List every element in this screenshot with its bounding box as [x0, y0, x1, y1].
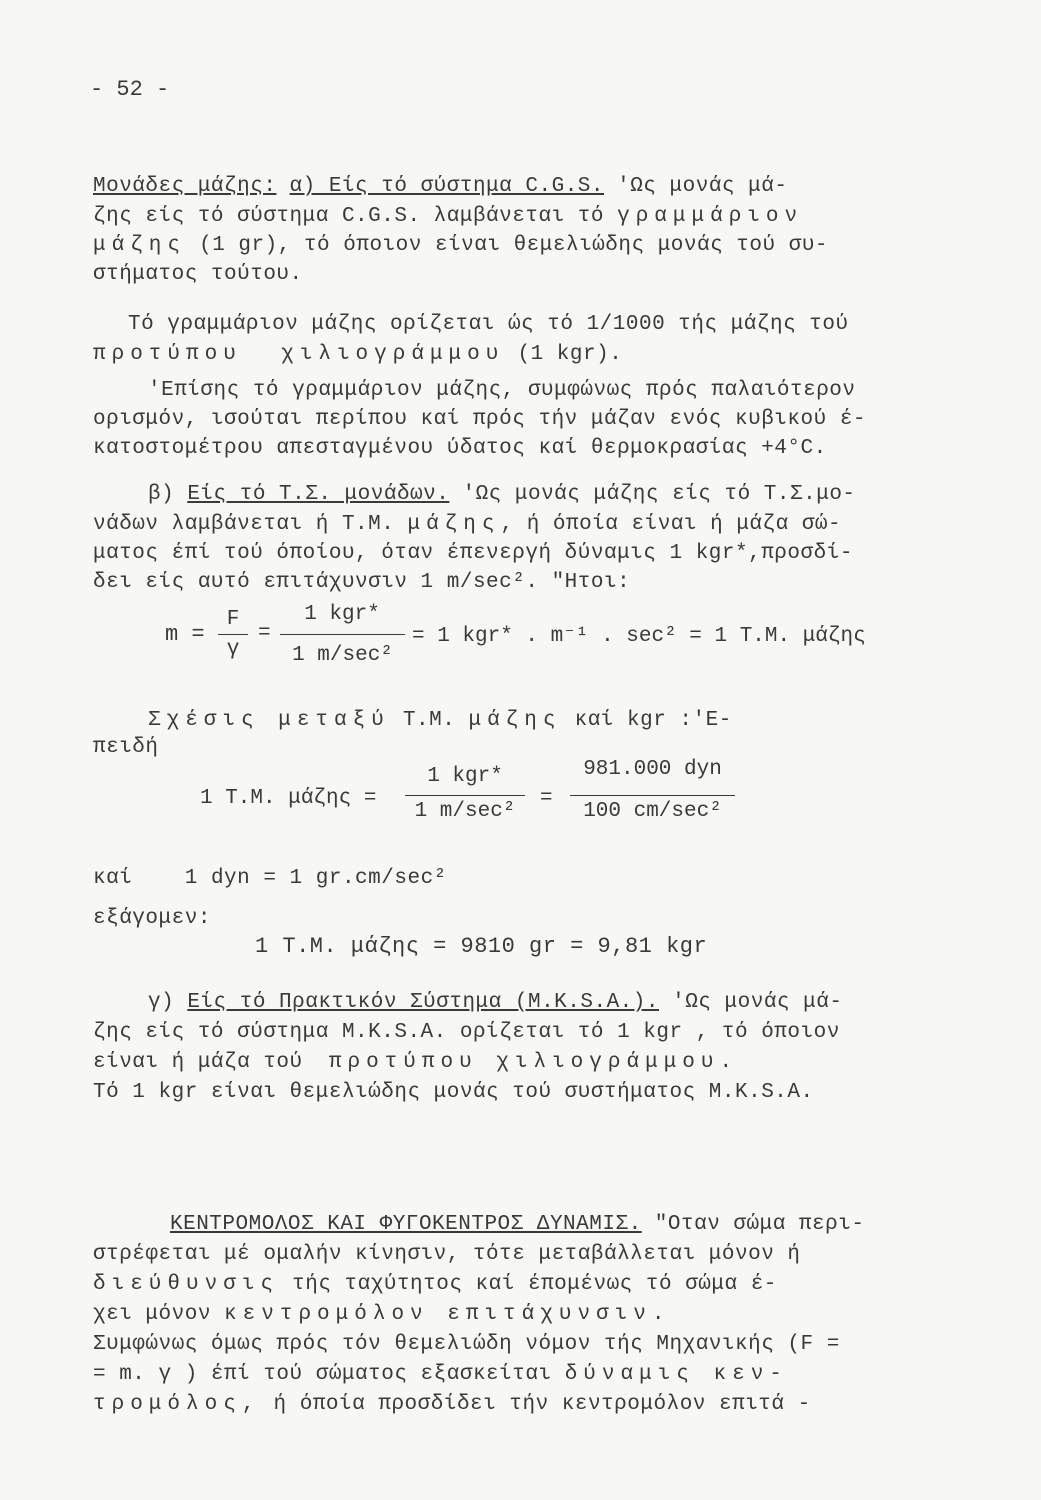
centripetal-line-5: Συμφώνως όμως πρός τόν θεμελιώδη νόμον τής Μηχανικής (F = [93, 1333, 840, 1356]
section-b-line-4: δει είς αυτό επιτάχυνσιν 1 m/sec². "Ητοι: [93, 571, 631, 594]
fraction-bar [570, 795, 735, 796]
section-a-line-5: Τό γραμμάριον μάζης ορίζεται ώς τό 1/1000 τής μάζης τού [128, 313, 849, 336]
section-a-line-2: ζης είς τό σύστημα C.G.S. λαμβάνεται τό γραμμάριον [93, 205, 804, 228]
section-a-line-9: κατοστομέτρου απεσταγμένου ύδατος καί θερμοκρασίας +4°C. [93, 437, 827, 460]
section-b-line-2: νάδων λαμβάνεται ή Τ.Μ. μάζης, ή όποία είναι ή μάζα σώ- [93, 513, 842, 536]
section-b-line-1: β) Είς τό Τ.Σ. μονάδων. 'Ως μονάς μάζης είς τό Τ.Σ.μο- [148, 483, 856, 506]
section-c-line-3: είναι ή μάζα τού προτύπου χιλιογράμμου. [93, 1051, 739, 1074]
centripetal-line-7: τρομόλος, ή όποία προσδίδει τήν κεντρομόλον επιτά - [93, 1393, 811, 1416]
centripetal-title: ΚΕΝΤΡΟΜΟΛΟΣ ΚΑΙ ΦΥΓΟΚΕΝΤΡΟΣ ΔΥΝΑΜΙΣ. [170, 1213, 642, 1236]
fraction-bar [405, 795, 525, 796]
equation-result: 1 Τ.Μ. μάζης = 9810 gr = 9,81 kgr [255, 934, 708, 959]
section-a-line-3: μάζης (1 gr), τό όποιον είναι θεμελιώδης μονάς τού συ- [93, 234, 829, 257]
section-a-line-4: στήματος τούτου. [93, 263, 303, 286]
centripetal-line-3: διεύθυνσις τής ταχύτητος καί έπομένως τό σώμα έ- [93, 1273, 777, 1296]
section-a-title: α) Είς τό σύστημα C.G.S. [289, 175, 604, 198]
relation-line-2: πειδή [93, 736, 159, 759]
document-page: - 52 - Μονάδες μάζης: α) Είς τό σύστημα C.G.S. 'Ως μονάς μά- ζης είς τό σύστημα C.G.S. λαμβάνεται τό γραμμάριον μάζης (1 gr), τό όποιον είναι θεμελιώδης μονάς τού συ- στήματος τούτου. Τό γραμμάριον μάζης ορίζεται ώς τό 1/1000 τής μάζης τού προτύπου χιλιογράμμου (1 kgr). 'Επίσης τό γραμμάριον μάζης, συμφώνως πρός παλαιότερον ορισμόν, ισούται περίπου καί πρός τήν μάζαν ενός κυβικού έ- κατοστομέτρου απεσταγμένου ύδατος καί θερμοκρασίας +4°C. β) Είς τό Τ.Σ. μονάδων. 'Ως μονάς μάζης είς τό Τ.Σ.μο- νάδων λαμβάνεται ή Τ.Μ. μάζης, ή όποία είναι ή μάζα σώ- ματος έπί τού όποίου, όταν έπενεργή δύναμις 1 kgr*,προσδί- δει είς αυτό επιτάχυνσιν 1 m/sec². "Ητοι: m = F γ = 1 kgr* 1 m/sec² = 1 kgr* . m⁻¹ . sec² = 1 Τ.Μ. μάζης Σχέσις μεταξύ Τ.Μ. μάζης καί kgr :'Ε- πειδή 1 Τ.Μ. μάζης = 1 kgr* 1 m/sec² = 981.000 dyn 100 cm/sec² καί 1 dyn = 1 gr.cm/sec² εξάγομεν: 1 Τ.Μ. μάζης = 9810 gr = 9,81 kgr γ) Είς τό Πρακτικόν Σύστημα (Μ.Κ.S.Α.). 'Ως μονάς μά- ζης είς τό σύστημα Μ.Κ.S.Α. ορίζεται τό 1 kgr , τό όποιον είναι ή μάζα τού προτύπου χιλιογράμμου. Τό 1 kgr είναι θεμελιώδης μονάς τού συστήματος Μ.Κ.S.Α. ΚΕΝΤΡΟΜΟΛΟΣ ΚΑΙ ΦΥΓΟΚΕΝΤΡΟΣ ΔΥΝΑΜΙΣ. "Οταν σώμα περι- στρέφεται μέ ομαλήν κίνησιν, τότε μεταβάλλεται μόνον ή διεύθυνσις τής ταχύτητος καί έπομένως τό σώμα έ- χει μόνον κεντρομόλον επιτάχυνσιν. Συμφώνως όμως πρός τόν θεμελιώδη νόμον τής Μηχανικής (F = = m. γ ) έπί τού σώματος εξασκείται δύναμις κεν- τρομόλος, ή όποία προσδίδει τήν κεντρομόλον επιτά - [0, 0, 1041, 1500]
section-b-title: Είς τό Τ.Σ. μονάδων. [187, 483, 450, 506]
section-c-line-1: γ) Είς τό Πρακτικόν Σύστημα (Μ.Κ.S.Α.). 'Ως μονάς μά- [148, 991, 843, 1014]
section-a-line-1: Μονάδες μάζης: α) Είς τό σύστημα C.G.S. 'Ως μονάς μά- [93, 175, 788, 198]
centripetal-line-2: στρέφεται μέ ομαλήν κίνησιν, τότε μεταβάλλεται μόνον ή [93, 1243, 801, 1266]
equation-dyn: καί 1 dyn = 1 gr.cm/sec² [93, 867, 447, 890]
section-c-title: Είς τό Πρακτικόν Σύστημα (Μ.Κ.S.Α.). [187, 991, 659, 1014]
section-heading: Μονάδες μάζης: [93, 175, 277, 198]
section-c-line-2: ζης είς τό σύστημα Μ.Κ.S.Α. ορίζεται τό 1 kgr , τό όποιον [93, 1021, 840, 1044]
section-a-line-8: ορισμόν, ισούται περίπου καί πρός τήν μάζαν ενός κυβικού έ- [93, 408, 867, 431]
relation-line-1: Σχέσις μεταξύ Τ.Μ. μάζης καί kgr :'Ε- [148, 709, 732, 732]
section-b-line-3: ματος έπί τού όποίου, όταν έπενεργή δύναμις 1 kgr*,προσδί- [93, 542, 853, 565]
fraction-bar [218, 634, 248, 635]
fraction-bar [280, 634, 405, 635]
page-number: - 52 - [90, 77, 170, 102]
derived-label: εξάγομεν: [93, 907, 211, 930]
centripetal-line-6: = m. γ ) έπί τού σώματος εξασκείται δύναμις κεν- [93, 1363, 788, 1386]
section-a-line-7: 'Επίσης τό γραμμάριον μάζης, συμφώνως πρός παλαιότερον [148, 379, 856, 402]
section-a-line-6: προτύπου χιλιογράμμου (1 kgr). [93, 343, 623, 366]
section-c-line-4: Τό 1 kgr είναι θεμελιώδης μονάς τού συστήματος Μ.Κ.S.Α. [93, 1081, 814, 1104]
centripetal-line-1: ΚΕΝΤΡΟΜΟΛΟΣ ΚΑΙ ΦΥΓΟΚΕΝΤΡΟΣ ΔΥΝΑΜΙΣ. "Οταν σώμα περι- [170, 1213, 865, 1236]
centripetal-line-4: χει μόνον κεντρομόλον επιτάχυνσιν. [93, 1303, 671, 1326]
